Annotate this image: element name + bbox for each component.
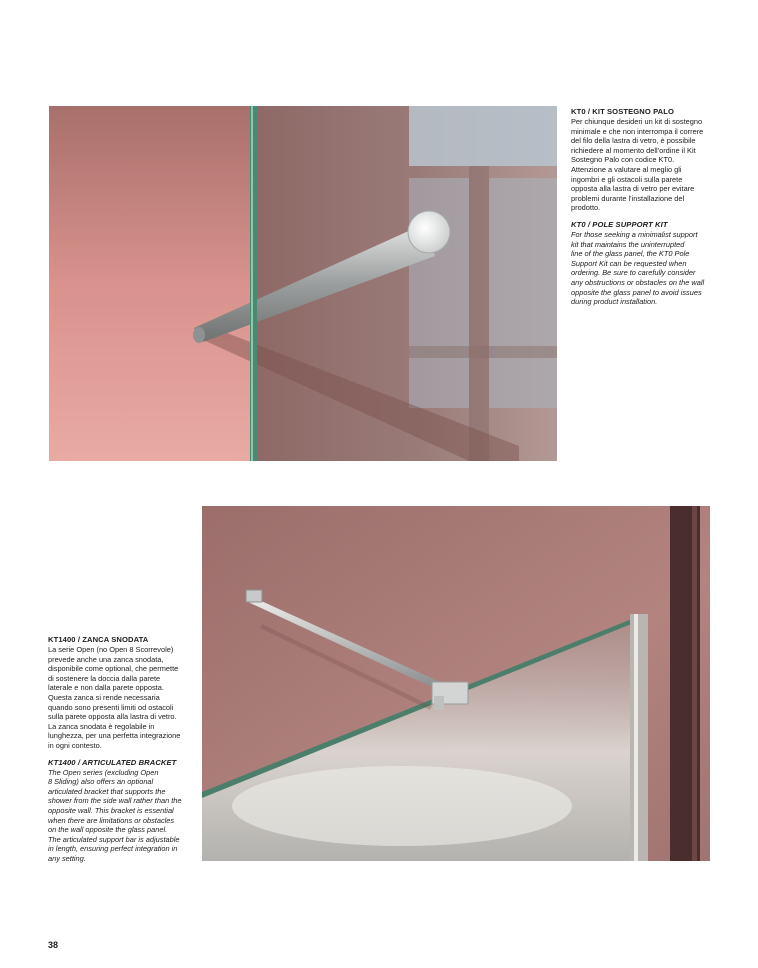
kt0-italian-line: ingombri e gli ostacoli sulla parete [571, 174, 683, 184]
kt1400-english-line: opposite wall. This bracket is essential [48, 805, 174, 815]
kt1400-italian-line: in ogni contesto. [48, 740, 102, 750]
kt0-italian-title: KT0 / KIT SOSTEGNO PALO [571, 107, 674, 116]
kt0-english-line: during product installation. [571, 297, 658, 307]
kt1400-english-line: The articulated support bar is adjustable [48, 834, 180, 844]
kt1400-english-line: when there are limitations or obstacles [48, 815, 175, 825]
kt0-italian-line: opposta alla lastra di vetro per evitare [571, 184, 695, 194]
kt0-italian-line: minimale e che non interrompa il correre [571, 126, 704, 136]
kt1400-english-line: shower from the side wall rather than the [48, 796, 182, 806]
kt1400-product-photo [202, 506, 710, 861]
kt1400-italian-line: laterale e non dalla parete opposta. [48, 683, 164, 693]
kt0-italian-line: prodotto. [571, 203, 601, 213]
page-number: 38 [48, 940, 59, 950]
kt1400-italian-title: KT1400 / ZANCA SNODATA [48, 635, 149, 644]
kt0-english-line: ordering. Be sure to carefully consider [571, 268, 696, 278]
kt1400-italian-line: quando sono presenti limiti od ostacoli [48, 702, 174, 712]
kt0-italian-line: Per chiunque desideri un kit di sostegno [571, 117, 703, 126]
kt1400-italian-line: La serie Open (no Open 8 Scorrevole) [48, 645, 174, 654]
kt0-english-line: kit that maintains the uninterrupted [571, 239, 685, 249]
kt1400-italian-line: disponibile come optional, che permette [48, 664, 179, 674]
kt1400-italian-line: di sostenere la doccia dalla parete [48, 673, 161, 683]
kt0-italian-line: del filo della lastra di vetro, è possibile [571, 136, 696, 146]
kt1400-italian-line: sulla parete opposta alla lastra di vetro. [48, 712, 177, 722]
kt1400-english-line: articulated bracket that supports the [48, 786, 166, 796]
kt1400-english-line: any setting. [48, 853, 86, 863]
kt0-italian-line: richiedere al momento dell'ordine il Kit [571, 145, 696, 155]
kt1400-english-line: 8 Sliding) also offers an optional [48, 777, 154, 787]
kt0-description [571, 107, 721, 307]
kt0-english-line: Support Kit can be requested when [571, 258, 687, 268]
kt1400-english-line: in length, ensuring perfect integration in [48, 844, 178, 854]
kt1400-italian-line: lunghezza, per una perfetta integrazione [48, 731, 181, 741]
kt1400-english-line: on the wall opposite the glass panel. [48, 825, 168, 835]
kt0-italian-line: problemi durante l'installazione del [571, 193, 685, 203]
kt1400-italian-line: La zanca snodata è regolabile in [48, 721, 155, 731]
kt0-product-photo [49, 106, 557, 461]
kt1400-english-title: KT1400 / ARTICULATED BRACKET [48, 757, 177, 767]
kt1400-italian-line: Questa zanca si rende necessaria [48, 692, 160, 702]
kt0-english-line: For those seeking a minimalist support [571, 229, 698, 239]
kt0-english-line: opposite the glass panel to avoid issues [571, 287, 702, 297]
kt1400-italian-line: prevede anche una zanca snodata, [48, 654, 164, 664]
kt0-italian-line: Sostegno Palo con codice KT0. [571, 155, 675, 165]
kt0-italian-line: Attenzione a valutare al meglio gli [571, 164, 682, 174]
kt1400-description [48, 635, 196, 863]
kt0-english-title: KT0 / POLE SUPPORT KIT [571, 219, 668, 229]
kt0-english-line: line of the glass panel, the KT0 Pole [571, 249, 690, 259]
kt1400-english-line: The Open series (excluding Open [48, 767, 159, 777]
kt0-english-line: any obstructions or obstacles on the wall [571, 277, 705, 287]
